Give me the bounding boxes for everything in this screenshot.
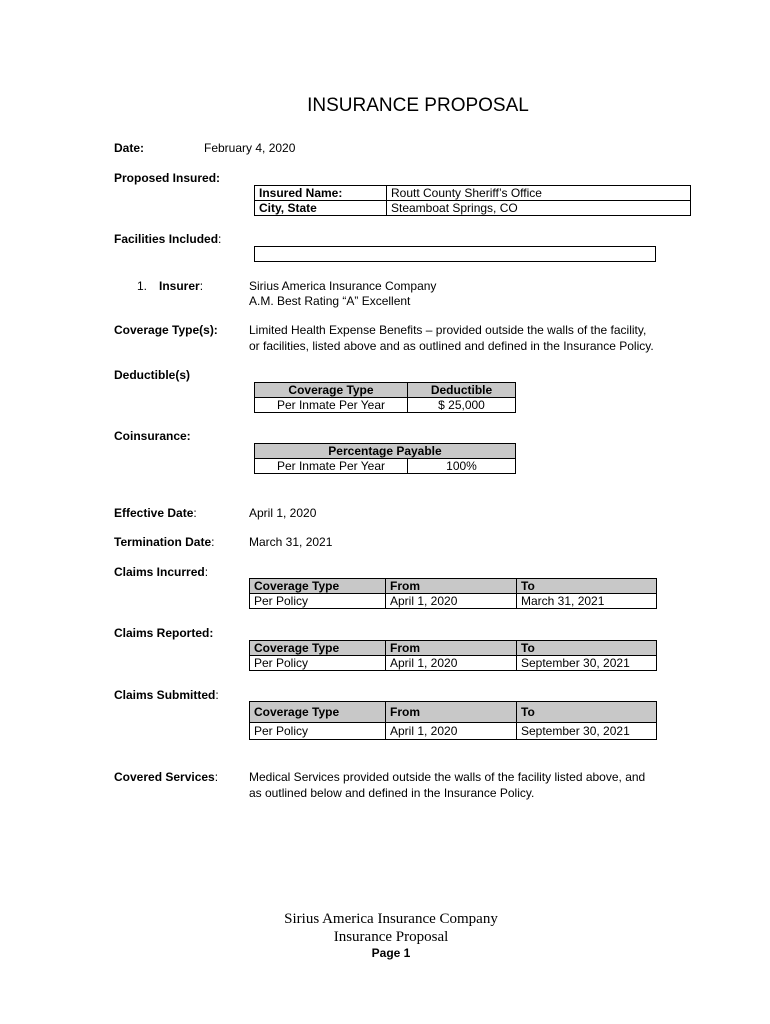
- proposed-insured-label: Proposed Insured:: [114, 171, 221, 185]
- coinsurance-percentage: 100%: [408, 459, 516, 474]
- claims-submitted-coverage-type: Per Policy: [250, 723, 386, 740]
- claims-submitted-col-from: From: [386, 702, 517, 723]
- claims-reported-table: [249, 640, 657, 671]
- insured-name-label: Insured Name:: [255, 186, 387, 201]
- claims-reported-col-from: From: [386, 641, 517, 656]
- termination-date-label: Termination Date: [114, 535, 212, 549]
- deductible-table: [254, 382, 516, 413]
- page-title: INSURANCE PROPOSAL: [307, 95, 529, 116]
- facilities-included-colon: :: [218, 232, 222, 246]
- insurer-name: Sirius America Insurance Company: [249, 279, 437, 293]
- claims-incurred-colon: :: [204, 565, 209, 579]
- table-row: [255, 186, 691, 201]
- claims-submitted-heading: [114, 688, 219, 702]
- table-header-row: [250, 579, 657, 594]
- insurer-rating: A.M. Best Rating “A” Excellent: [249, 294, 411, 308]
- footer-company: Sirius America Insurance Company: [284, 911, 498, 927]
- table-header-row: [250, 702, 657, 723]
- proposed-insured-table: [254, 185, 691, 216]
- effective-date-label: Effective Date: [114, 506, 194, 520]
- table-row: [255, 459, 516, 474]
- claims-incurred-label: Claims Incurred: [114, 565, 205, 579]
- deductible-col-deductible: Deductible: [408, 383, 516, 398]
- date-label: Date:: [114, 141, 145, 155]
- claims-incurred-table: [249, 578, 657, 609]
- covered-services-line2: as outlined below and defined in the Insurance Policy.: [249, 786, 535, 800]
- claims-reported-to: September 30, 2021: [517, 656, 657, 671]
- claims-submitted-colon: :: [215, 688, 219, 702]
- footer-page-number: Page 1: [371, 946, 411, 960]
- claims-incurred-to: March 31, 2021: [517, 594, 657, 609]
- claims-reported-from: April 1, 2020: [386, 656, 517, 671]
- facilities-included-field: [254, 246, 656, 262]
- covered-services-label: Covered Services: [114, 770, 215, 784]
- claims-submitted-from: April 1, 2020: [386, 723, 517, 740]
- table-row: [250, 594, 657, 609]
- coinsurance-col-percentage-payable: Percentage Payable: [255, 444, 516, 459]
- deductible-coverage-type: Per Inmate Per Year: [255, 398, 408, 413]
- date-value: February 4, 2020: [204, 141, 296, 155]
- coverage-types-label: Coverage Type(s):: [114, 323, 218, 337]
- table-row: [250, 723, 657, 740]
- table-header-row: [250, 641, 657, 656]
- effective-date-heading: [114, 506, 197, 520]
- effective-date-value: April 1, 2020: [249, 506, 317, 520]
- coinsurance-table: [254, 443, 516, 474]
- coverage-types-line1: Limited Health Expense Benefits – provided outside the walls of the facility,: [249, 323, 647, 337]
- claims-incurred-coverage-type: Per Policy: [250, 594, 386, 609]
- claims-reported-label: Claims Reported:: [114, 626, 214, 640]
- table-header-row: [255, 444, 516, 459]
- claims-reported-col-coverage-type: Coverage Type: [250, 641, 386, 656]
- termination-date-colon: :: [211, 535, 215, 549]
- facilities-included-heading: [114, 232, 221, 246]
- claims-submitted-label: Claims Submitted: [114, 688, 216, 702]
- claims-incurred-col-coverage-type: Coverage Type: [250, 579, 386, 594]
- insurer-colon: :: [199, 279, 204, 293]
- table-row: [250, 656, 657, 671]
- city-state-label: City, State: [255, 201, 387, 216]
- termination-date-value: March 31, 2021: [249, 535, 333, 549]
- claims-submitted-col-to: To: [517, 702, 657, 723]
- deductible-col-coverage-type: Coverage Type: [255, 383, 408, 398]
- claims-incurred-col-from: From: [386, 579, 517, 594]
- footer-document-title: Insurance Proposal: [333, 929, 449, 945]
- insurer-heading: [159, 279, 203, 293]
- claims-reported-coverage-type: Per Policy: [250, 656, 386, 671]
- claims-submitted-to: September 30, 2021: [517, 723, 657, 740]
- table-row: [255, 201, 691, 216]
- covered-services-line1: Medical Services provided outside the walls of the facility listed above, and: [249, 770, 646, 784]
- facilities-included-label: Facilities Included: [114, 232, 219, 246]
- covered-services-heading: [114, 770, 218, 784]
- city-state-value: Steamboat Springs, CO: [387, 201, 691, 216]
- insured-name-value: Routt County Sheriff’s Office: [387, 186, 691, 201]
- claims-submitted-table: [249, 701, 657, 740]
- claims-incurred-heading: [114, 565, 208, 579]
- coinsurance-label: Coinsurance:: [114, 429, 191, 443]
- effective-date-colon: :: [193, 506, 197, 520]
- covered-services-colon: :: [214, 770, 219, 784]
- insurer-number: 1.: [137, 279, 148, 293]
- coinsurance-coverage-type: Per Inmate Per Year: [255, 459, 408, 474]
- claims-incurred-col-to: To: [517, 579, 657, 594]
- insurer-label: Insurer: [159, 279, 200, 293]
- claims-reported-col-to: To: [517, 641, 657, 656]
- deductible-amount: $ 25,000: [408, 398, 516, 413]
- termination-date-heading: [114, 535, 214, 549]
- table-header-row: [255, 383, 516, 398]
- coverage-types-line2: or facilities, listed above and as outlined and defined in the Insurance Policy.: [249, 339, 654, 353]
- claims-submitted-col-coverage-type: Coverage Type: [250, 702, 386, 723]
- deductible-label: Deductible(s): [114, 368, 191, 382]
- claims-incurred-from: April 1, 2020: [386, 594, 517, 609]
- table-row: [255, 398, 516, 413]
